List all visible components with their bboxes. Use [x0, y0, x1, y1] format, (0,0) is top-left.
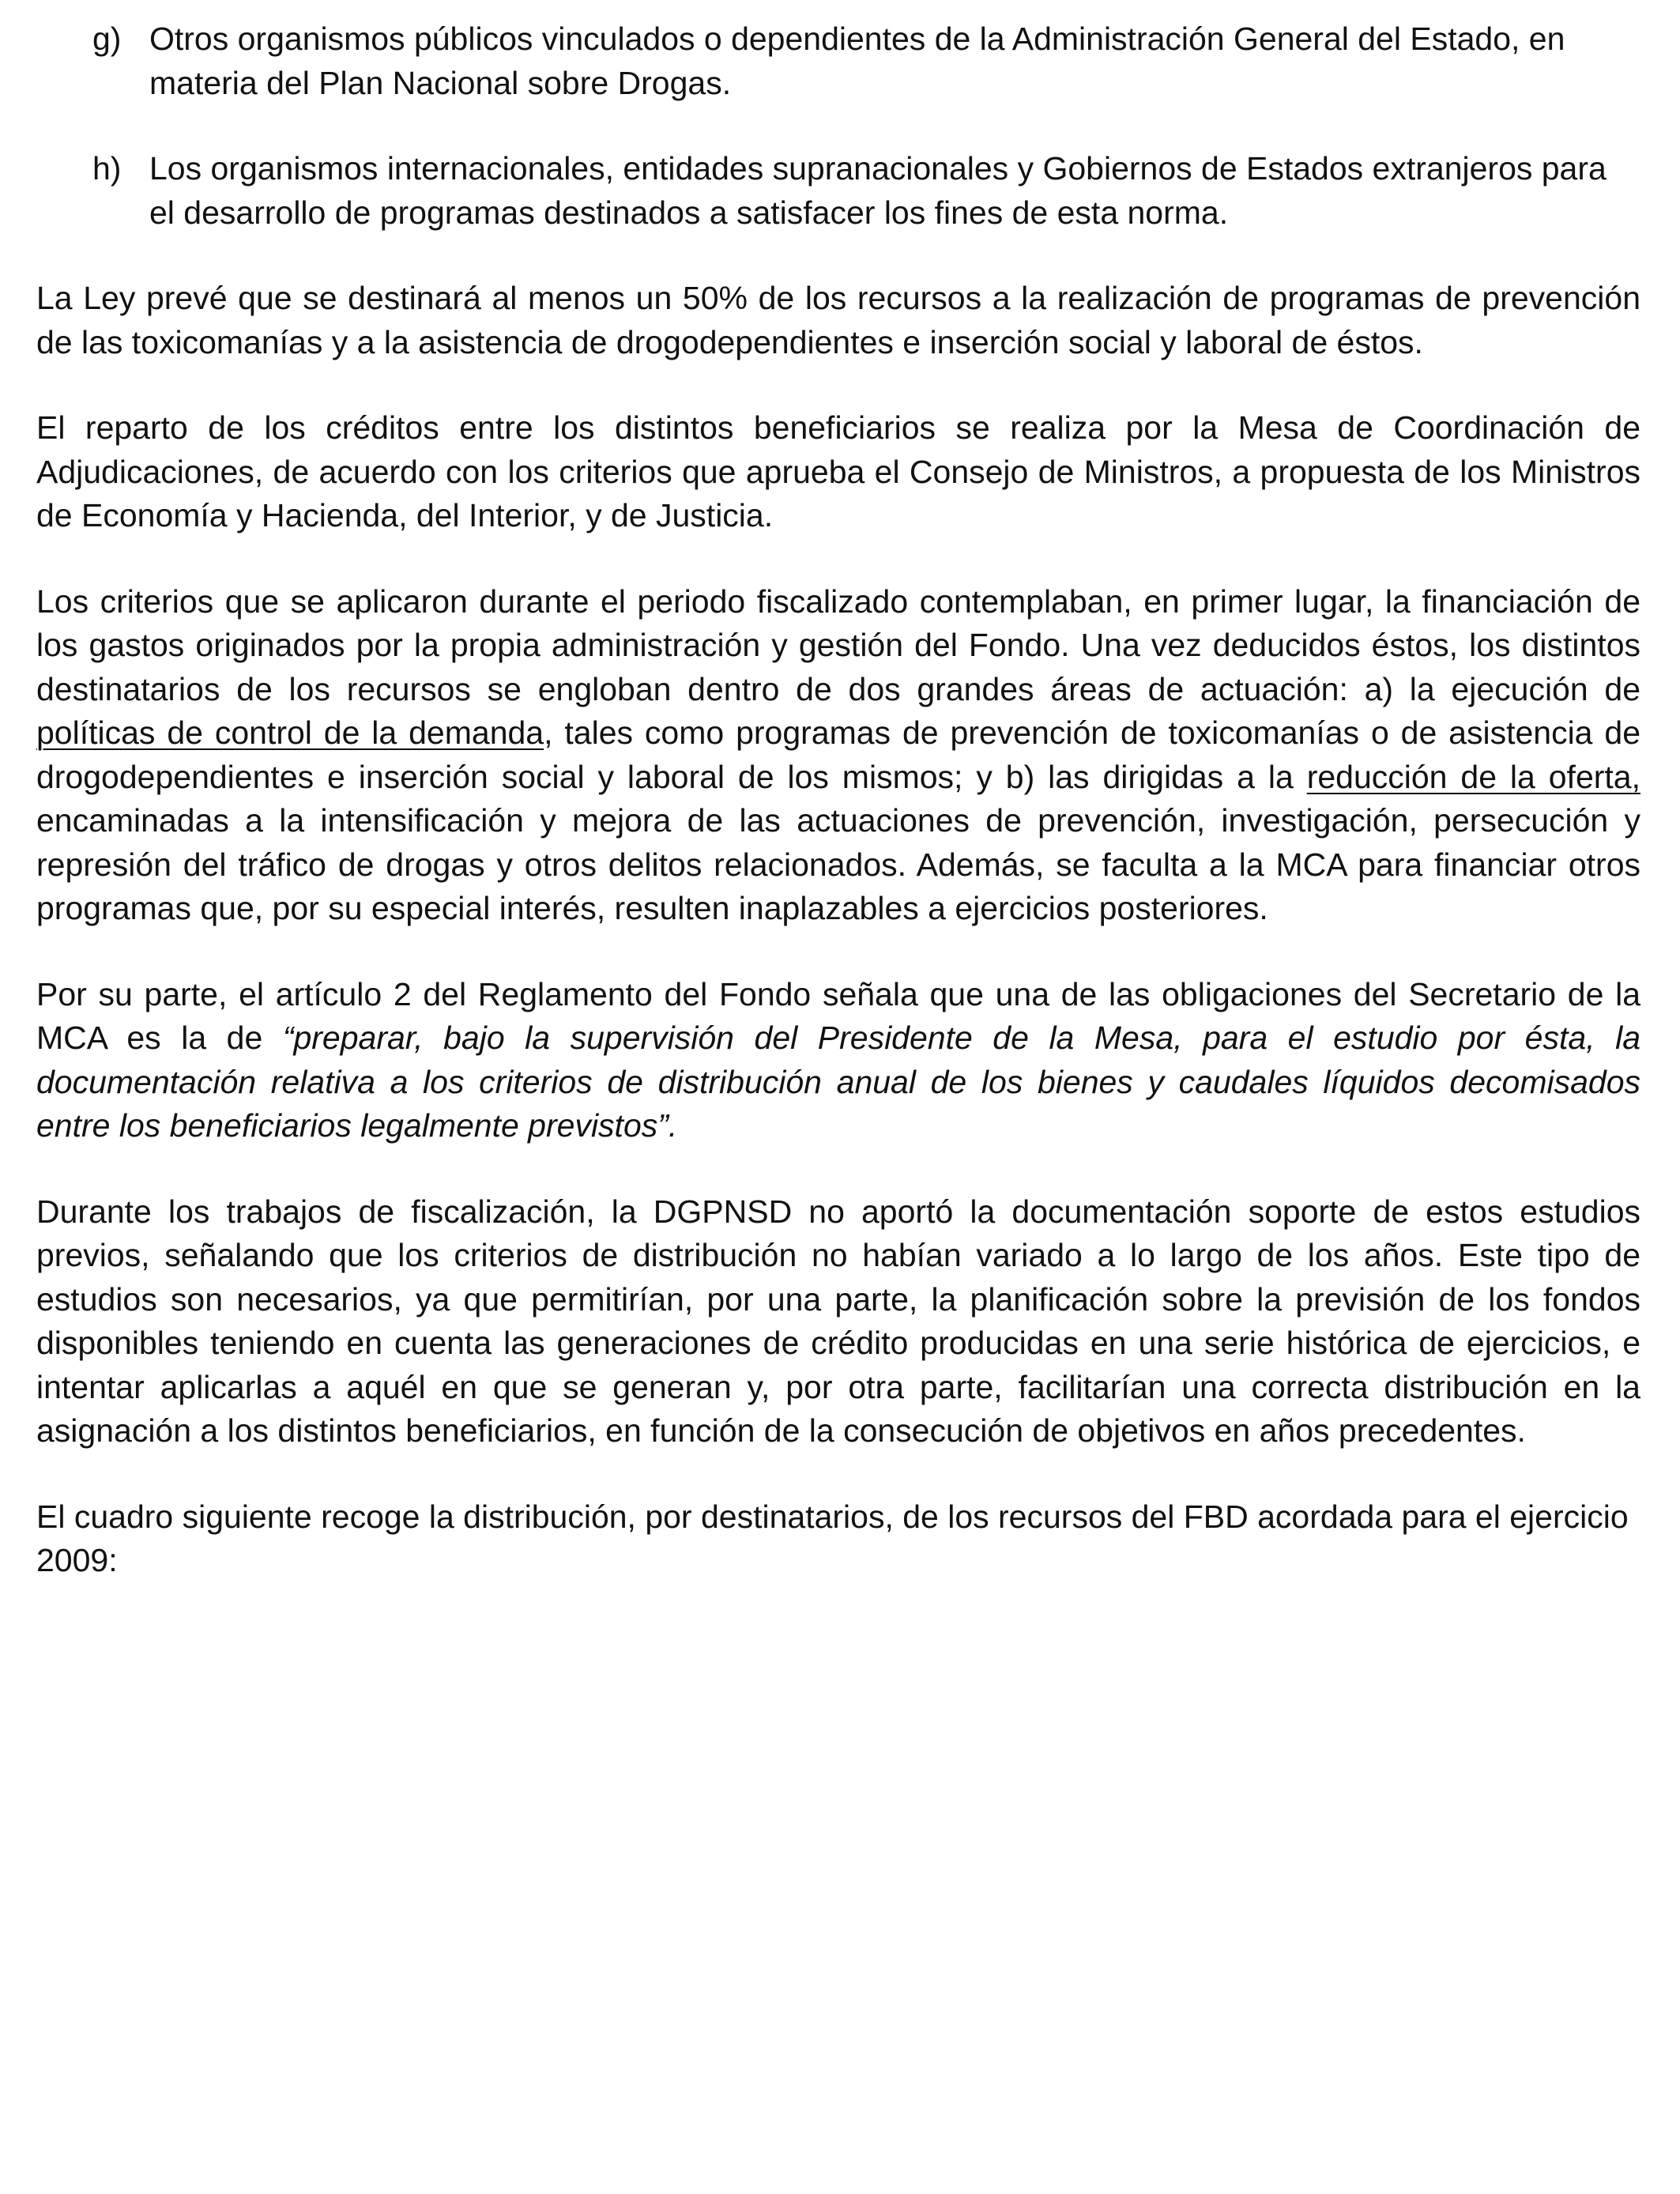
document-page — [36, 17, 1640, 1625]
paragraph-cuadro-siguiente: El cuadro siguiente recoge la distribución, por destinatarios, de los recursos del FBD acordada para el ejercicio 2009: — [36, 1498, 1629, 1578]
paragraph-reglamento-fondo — [36, 973, 1640, 1148]
paragraph-text: , tales como programas de prevención de toxicomanías o de asistencia de drogodependientes e inserción social y laboral de los mismos; y b) las dirigidas a la — [36, 714, 1640, 795]
paragraph-text: Los criterios que se aplicaron durante el periodo fiscalizado contemplaban, en primer lugar, la financiación de los gastos originados por la propia administración y gestión del Fondo. Una vez deducidos éstos, los distintos destinatarios de los recursos se engloban dentro de dos grandes áreas de actuación: a) la ejecución de — [36, 582, 1640, 707]
paragraph-criterios-aplicados — [36, 580, 1640, 931]
list-item-h — [36, 147, 1640, 235]
paragraph-text: Por su parte, el artículo 2 del Reglamento del Fondo señala que una de las obligaciones del Secretario de la MCA es la de — [36, 975, 1640, 1056]
list-marker: h) — [92, 150, 122, 187]
list-marker: g) — [92, 21, 122, 57]
list-item-text: Otros organismos públicos vinculados o dependientes de la Administración General del Estado, en materia del Plan Nacional sobre Drogas. — [149, 21, 1565, 101]
list-item-g — [36, 17, 1640, 105]
paragraph-reparto-creditos: El reparto de los créditos entre los distintos beneficiarios se realiza por la Mesa de Coordinación de Adjudicaciones, de acuerdo con los criterios que aprueba el Consejo de Ministros, a propuesta de los Ministros de Economía y Hacienda, del Interior, y de Justicia. — [36, 409, 1640, 533]
underlined-term-oferta: reducción de la oferta, — [1306, 758, 1640, 795]
paragraph-trabajos-fiscalizacion: Durante los trabajos de fiscalización, la DGPNSD no aportó la documentación soporte de estos estudios previos, señalando que los criterios de distribución no habían variado a lo largo de los años. Este tipo de estudios son necesarios, ya que permitirían, por una parte, la planificación sobre la previsión de los fondos disponibles teniendo en cuenta las generaciones de crédito producidas en una serie histórica de ejercicios, e intentar aplicarlas a aquél en que se generan y, por otra parte, facilitarían una correcta distribución en la asignación a los distintos beneficiarios, en función de la consecución de objetivos en años precedentes. — [36, 1193, 1640, 1449]
list-item-text: Los organismos internacionales, entidades supranacionales y Gobiernos de Estados extranjeros para el desarrollo de programas destinados a satisfacer los fines de esta norma. — [149, 150, 1607, 231]
paragraph-ley-prevision: La Ley prevé que se destinará al menos un 50% de los recursos a la realización de programas de prevención de las toxicomanías y a la asistencia de drogodependientes e inserción social y laboral de éstos. — [36, 280, 1640, 360]
italic-quote: “preparar, bajo la supervisión del Presidente de la Mesa, para el estudio por ésta, la documentación relativa a los criterios de distribución anual de los bienes y caudales líquidos decomisados entre los beneficiarios legalmente previstos”. — [36, 1020, 1640, 1144]
underlined-term-demanda: políticas de control de la demanda — [36, 714, 544, 751]
paragraph-text: encaminadas a la intensificación y mejora de las actuaciones de prevención, investigación, persecución y represión del tráfico de drogas y otros delitos relacionados. Además, se faculta a la MCA para financiar otros programas que, por su especial interés, resulten inaplazables a ejercicios posteriores. — [36, 802, 1640, 926]
